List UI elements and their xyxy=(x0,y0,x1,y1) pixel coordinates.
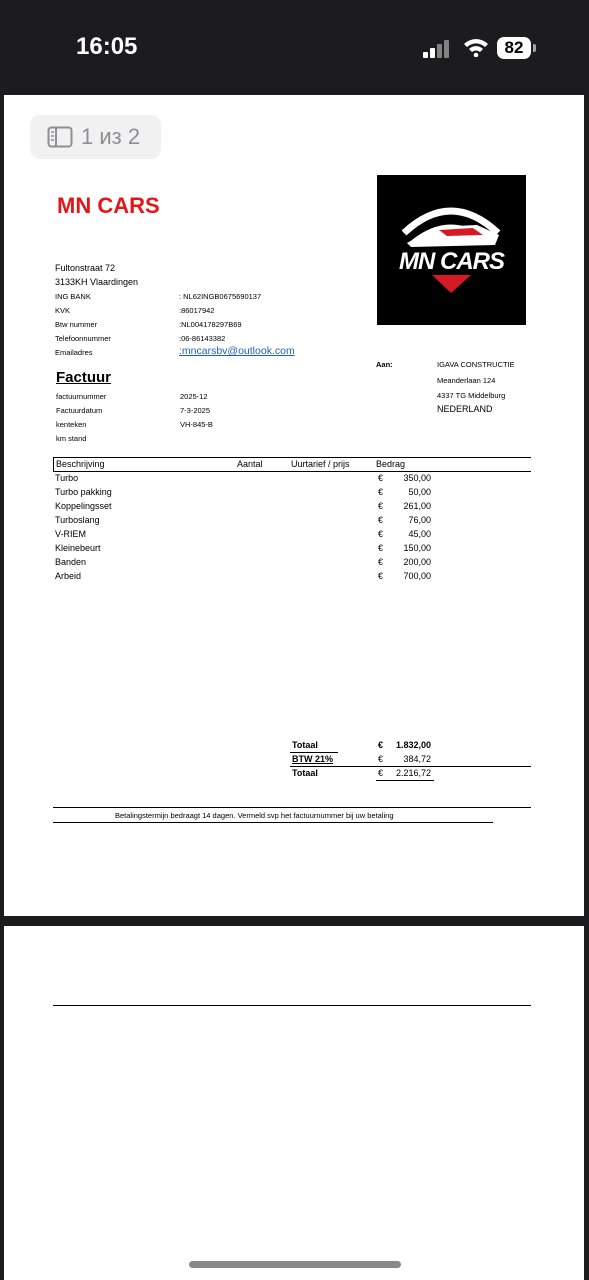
vat-underline xyxy=(290,752,338,753)
battery-tip xyxy=(533,44,536,52)
item-description: V-RIEM xyxy=(55,529,87,539)
payment-note: Betalingstermijn bedraagt 14 dagen. Vermeld svp het factuurnummer bij uw betaling xyxy=(115,811,394,820)
meta-value-number: 2025-12 xyxy=(180,392,208,401)
table-header-left-border xyxy=(53,457,54,471)
totals-separator xyxy=(290,766,531,767)
field-value-phone: :06-86143382 xyxy=(179,334,226,343)
field-label-bank: ING BANK xyxy=(55,292,91,301)
email-link[interactable]: :mncarsbv@outlook.com xyxy=(179,345,295,357)
item-description: Turbo xyxy=(55,473,79,483)
page-indicator[interactable] xyxy=(30,115,161,159)
item-description: Turboslang xyxy=(55,515,100,525)
recipient-label: Aan: xyxy=(376,360,393,369)
item-description: Banden xyxy=(55,557,87,567)
item-amount: 261,00 xyxy=(403,501,431,511)
item-currency: € xyxy=(378,515,384,525)
item-currency: € xyxy=(378,487,384,497)
field-label-kvk: KVK xyxy=(55,306,71,315)
meta-value-date: 7-3-2025 xyxy=(180,406,211,415)
subtotal-amount: 1.832,00 xyxy=(395,740,431,750)
total-underline xyxy=(376,780,434,781)
subtotal-currency: € xyxy=(378,740,384,750)
item-amount: 700,00 xyxy=(403,571,431,581)
meta-label-plate: kenteken xyxy=(56,420,87,429)
recipient-country: NEDERLAND xyxy=(437,404,493,414)
vat-currency: € xyxy=(378,754,384,764)
invoice-title: Factuur xyxy=(56,369,112,386)
total-label: Totaal xyxy=(292,768,318,778)
total-currency: € xyxy=(378,768,384,778)
recipient-name: IGAVA CONSTRUCTIE xyxy=(437,360,515,369)
field-label-btw: Btw nummer xyxy=(55,320,98,329)
sidebar-icon xyxy=(47,126,73,148)
company-name: MN CARS xyxy=(57,193,160,218)
total-amount: 2.216,72 xyxy=(395,768,431,778)
item-currency: € xyxy=(378,473,384,483)
sender-address-line2: 3133KH Vlaardingen xyxy=(55,277,139,287)
item-amount: 50,00 xyxy=(408,487,431,497)
footer-bottom-line xyxy=(53,822,493,823)
item-amount: 76,00 xyxy=(408,515,431,525)
item-amount: 150,00 xyxy=(403,543,431,553)
item-description: Arbeid xyxy=(55,571,82,581)
vat-amount: 384,72 xyxy=(403,754,431,764)
wifi-icon xyxy=(463,37,489,57)
field-value-kvk: :86017942 xyxy=(179,306,215,315)
field-value-bank: : NL62INGB0675690137 xyxy=(179,292,262,301)
recipient-city: 4337 TG Middelburg xyxy=(437,391,506,400)
document-page-2[interactable] xyxy=(4,926,584,1280)
company-logo xyxy=(377,175,526,325)
status-time: 16:05 xyxy=(76,33,138,60)
header-amount: Bedrag xyxy=(376,459,406,469)
field-label-email: Emailadres xyxy=(55,348,93,357)
page2-line xyxy=(53,1005,531,1006)
sender-address-line1: Fultonstraat 72 xyxy=(55,263,116,273)
field-value-btw: :NL004178297B69 xyxy=(179,320,242,329)
vat-label: BTW 21% xyxy=(292,754,334,764)
item-currency: € xyxy=(378,557,384,567)
header-quantity: Aantal xyxy=(237,459,263,469)
meta-label-number: factuurnummer xyxy=(56,392,107,401)
item-amount: 200,00 xyxy=(403,557,431,567)
footer-top-line xyxy=(53,807,531,808)
item-currency: € xyxy=(378,529,384,539)
header-rate: Uurtarief / prijs xyxy=(291,459,350,469)
meta-value-plate: VH-845-B xyxy=(180,420,213,429)
subtotal-label: Totaal xyxy=(292,740,318,750)
cellular-signal-icon xyxy=(423,38,451,58)
item-description: Koppelingsset xyxy=(55,501,112,511)
home-indicator[interactable] xyxy=(189,1261,401,1268)
item-description: Turbo pakking xyxy=(55,487,112,497)
item-currency: € xyxy=(378,571,384,581)
header-description: Beschrijving xyxy=(56,459,105,469)
recipient-street: Meanderlaan 124 xyxy=(437,376,496,385)
page-indicator-label: 1 из 2 xyxy=(81,124,141,149)
battery-icon: 82 xyxy=(497,37,531,59)
item-currency: € xyxy=(378,543,384,553)
item-description: Kleinebeurt xyxy=(55,543,101,553)
item-amount: 350,00 xyxy=(403,473,431,483)
item-amount: 45,00 xyxy=(408,529,431,539)
item-currency: € xyxy=(378,501,384,511)
status-bar xyxy=(0,0,589,95)
meta-label-date: Factuurdatum xyxy=(56,406,103,415)
meta-label-mileage: km stand xyxy=(56,434,87,443)
field-label-phone: Telefoonnummer xyxy=(55,334,111,343)
logo-text: MN CARS xyxy=(399,248,504,275)
